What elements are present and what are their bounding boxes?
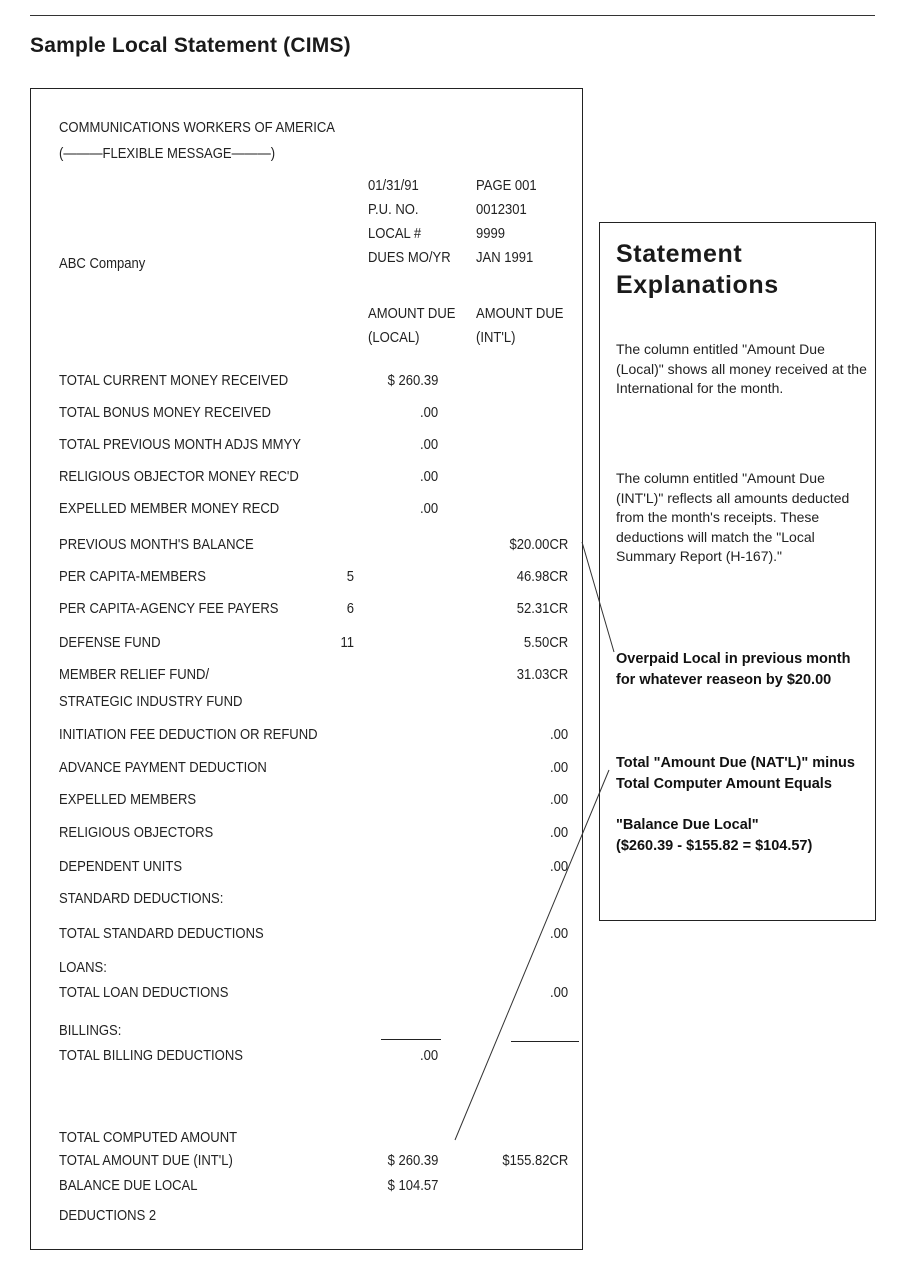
row-label: BALANCE DUE LOCAL <box>59 1178 198 1194</box>
row-amount-local: .00 <box>419 437 438 453</box>
row-amount-intl: 52.31CR <box>516 601 568 617</box>
row-count: 5 <box>346 569 354 585</box>
dues-month-label: DUES MO/YR <box>368 250 451 266</box>
row-amount-local: .00 <box>419 1048 438 1064</box>
page-title: Sample Local Statement (CIMS) <box>30 34 351 57</box>
row-label: PREVIOUS MONTH'S BALANCE <box>59 537 254 553</box>
row-label: PER CAPITA-AGENCY FEE PAYERS <box>59 601 279 617</box>
row-amount-intl: .00 <box>549 926 568 942</box>
row-amount-intl: .00 <box>549 985 568 1001</box>
explanations-title: Statement Explanations <box>616 240 779 299</box>
row-amount-intl: .00 <box>549 792 568 808</box>
statement-date: 01/31/91 <box>368 178 419 194</box>
row-label: DEFENSE FUND <box>59 635 161 651</box>
explanation-local-column: The column entitled "Amount Due (Local)" shows all money received at the International for the month. <box>616 341 867 396</box>
row-amount-local: $ 260.39 <box>387 373 438 389</box>
callout-line-balance <box>455 770 609 1140</box>
row-amount-local: .00 <box>419 469 438 485</box>
row-count: 6 <box>346 601 354 617</box>
row-amount-intl: .00 <box>549 760 568 776</box>
row-amount-intl: .00 <box>549 825 568 841</box>
note-balance-line2: "Balance Due Local" <box>616 817 759 833</box>
pu-no-label: P.U. NO. <box>368 202 419 218</box>
note-overpaid: Overpaid Local in previous month for whatever reaseon by $20.00 <box>616 651 851 688</box>
local-number-value: 9999 <box>476 226 506 242</box>
row-amount-intl: .00 <box>549 859 568 875</box>
row-label: LOANS: <box>59 960 107 976</box>
row-count: 11 <box>340 635 354 651</box>
row-label: EXPELLED MEMBER MONEY RECD <box>59 501 280 517</box>
note-balance-line1: Total "Amount Due (NAT'L)" minus Total Computer Amount Equals <box>616 755 855 792</box>
company-name: ABC Company <box>59 256 146 272</box>
row-label: STRATEGIC INDUSTRY FUND <box>59 694 243 710</box>
row-amount-intl: 46.98CR <box>516 569 568 585</box>
row-label: MEMBER RELIEF FUND/ <box>59 667 210 683</box>
dues-month-value: JAN 1991 <box>476 250 534 266</box>
row-label: TOTAL PREVIOUS MONTH ADJS MMYY <box>59 437 301 453</box>
row-label: BILLINGS: <box>59 1023 122 1039</box>
row-amount-local: $ 260.39 <box>387 1153 438 1169</box>
page-number: PAGE 001 <box>476 178 537 194</box>
row-label: DEPENDENT UNITS <box>59 859 183 875</box>
row-amount-intl: 5.50CR <box>523 635 568 651</box>
row-amount-local: $ 104.57 <box>387 1178 438 1194</box>
row-label: TOTAL BILLING DEDUCTIONS <box>59 1048 243 1064</box>
row-label: EXPELLED MEMBERS <box>59 792 197 808</box>
callout-line-overpaid <box>582 542 614 652</box>
col-local-header-line2: (LOCAL) <box>368 330 420 346</box>
row-label: TOTAL STANDARD DEDUCTIONS <box>59 926 264 942</box>
row-label: ADVANCE PAYMENT DEDUCTION <box>59 760 267 776</box>
row-label: STANDARD DEDUCTIONS: <box>59 891 224 907</box>
row-label: TOTAL AMOUNT DUE (INT'L) <box>59 1153 233 1169</box>
explanation-intl-column: The column entitled "Amount Due (INT'L)" reflects all amounts deducted from the month's receipts. These deductions will match the "Local Summary Report (H-167)." <box>616 470 850 564</box>
note-balance-formula: ($260.39 - $155.82 = $104.57) <box>616 838 813 854</box>
row-amount-local: .00 <box>419 501 438 517</box>
pu-no-value: 0012301 <box>476 202 527 218</box>
row-label: DEDUCTIONS 2 <box>59 1208 157 1224</box>
row-label: TOTAL BONUS MONEY RECEIVED <box>59 405 271 421</box>
row-label: RELIGIOUS OBJECTOR MONEY REC'D <box>59 469 299 485</box>
flexible-message: (———FLEXIBLE MESSAGE———) <box>59 146 276 162</box>
row-amount-intl: $155.82CR <box>501 1153 568 1169</box>
row-amount-intl: .00 <box>549 727 568 743</box>
row-amount-intl: 31.03CR <box>516 667 568 683</box>
row-label: TOTAL COMPUTED AMOUNT <box>59 1130 238 1146</box>
row-amount-intl: $20.00CR <box>509 537 568 553</box>
local-number-label: LOCAL # <box>368 226 422 242</box>
row-label: INITIATION FEE DEDUCTION OR REFUND <box>59 727 318 743</box>
row-amount-local: .00 <box>419 405 438 421</box>
col-local-header-line1: AMOUNT DUE <box>368 306 456 322</box>
col-intl-header-line1: AMOUNT DUE <box>476 306 564 322</box>
row-label: TOTAL CURRENT MONEY RECEIVED <box>59 373 289 389</box>
org-name: COMMUNICATIONS WORKERS OF AMERICA <box>59 120 336 136</box>
row-label: RELIGIOUS OBJECTORS <box>59 825 214 841</box>
col-intl-header-line2: (INT'L) <box>476 330 516 346</box>
row-label: TOTAL LOAN DEDUCTIONS <box>59 985 229 1001</box>
row-label: PER CAPITA-MEMBERS <box>59 569 206 585</box>
